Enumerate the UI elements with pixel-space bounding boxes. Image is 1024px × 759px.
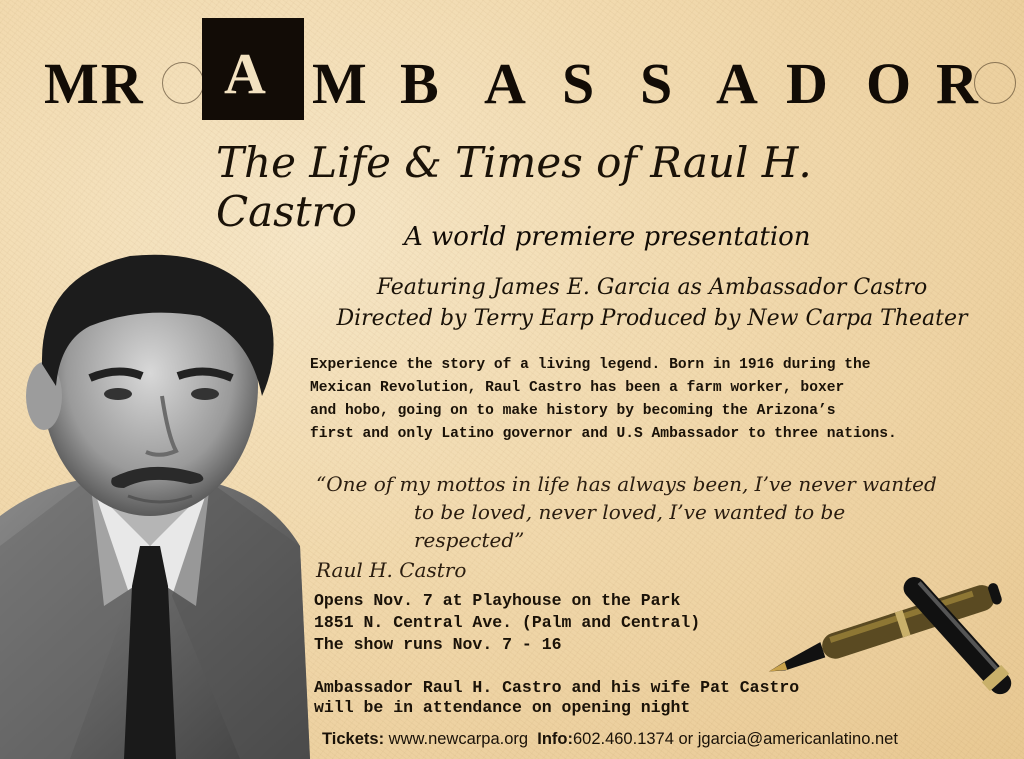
opening-details (314, 590, 794, 656)
subtitle: The Life & Times of Raul H. Castro (216, 138, 812, 236)
title-letter: S (640, 51, 675, 116)
tickets-label: Tickets: (322, 730, 385, 748)
title-letter: S (562, 51, 597, 116)
quote-line: “One of my mottos in life has always been, I’ve never wanted (316, 472, 937, 496)
attendance-line: Ambassador Raul H. Castro and his wife Pat Castro (314, 678, 800, 697)
info-contact[interactable]: 602.460.1374 or jgarcia@americanlatino.net (572, 730, 898, 748)
bio-line: Mexican Revolution, Raul Castro has been a farm worker, boxer (310, 380, 845, 396)
credits-line: Featuring James E. Garcia as Ambassador Castro (376, 275, 928, 300)
opening-line: The show runs Nov. 7 - 16 (314, 635, 562, 654)
title-letter: A (716, 51, 760, 116)
title-letter: O (866, 51, 914, 116)
title-letter: R (936, 51, 980, 116)
info-label: Info: (537, 730, 573, 748)
title-letter: M (312, 51, 369, 116)
fountain-pen-icon (760, 560, 1020, 700)
bio-line: and hobo, going on to make history by becoming the Arizona’s (310, 403, 836, 419)
title-mr-ambassador (44, 41, 1004, 116)
credits-line: Directed by Terry Earp Produced by New Carpa Theater (336, 306, 968, 331)
credits (292, 272, 1012, 334)
quote-line: to be loved, never loved, I’ve wanted to be respected” (414, 500, 846, 552)
title-letter: D (786, 51, 830, 116)
tickets-url[interactable]: www.newcarpa.org (388, 730, 529, 748)
attendance-line: will be in attendance on opening night (314, 698, 691, 717)
portrait-photo (0, 246, 320, 759)
title-prefix: MR (44, 51, 145, 116)
title-letter: B (400, 51, 441, 116)
bio-paragraph (310, 354, 1010, 446)
swirl-ornament (162, 62, 204, 104)
premiere-heading: A world premiere presentation (404, 222, 811, 252)
bio-line: first and only Latino governor and U.S Ambassador to three nations. (310, 426, 897, 442)
opening-line: 1851 N. Central Ave. (Palm and Central) (314, 613, 701, 632)
title-boxed-letter: A (224, 41, 268, 106)
quote-author: Raul H. Castro (316, 558, 467, 582)
title-letter: A (484, 51, 528, 116)
tickets-info (322, 730, 1012, 749)
swirl-ornament (974, 62, 1016, 104)
bio-line: Experience the story of a living legend. Born in 1916 during the (310, 357, 871, 373)
opening-line: Opens Nov. 7 at Playhouse on the Park (314, 591, 681, 610)
title-boxed-letter-box (202, 18, 304, 120)
